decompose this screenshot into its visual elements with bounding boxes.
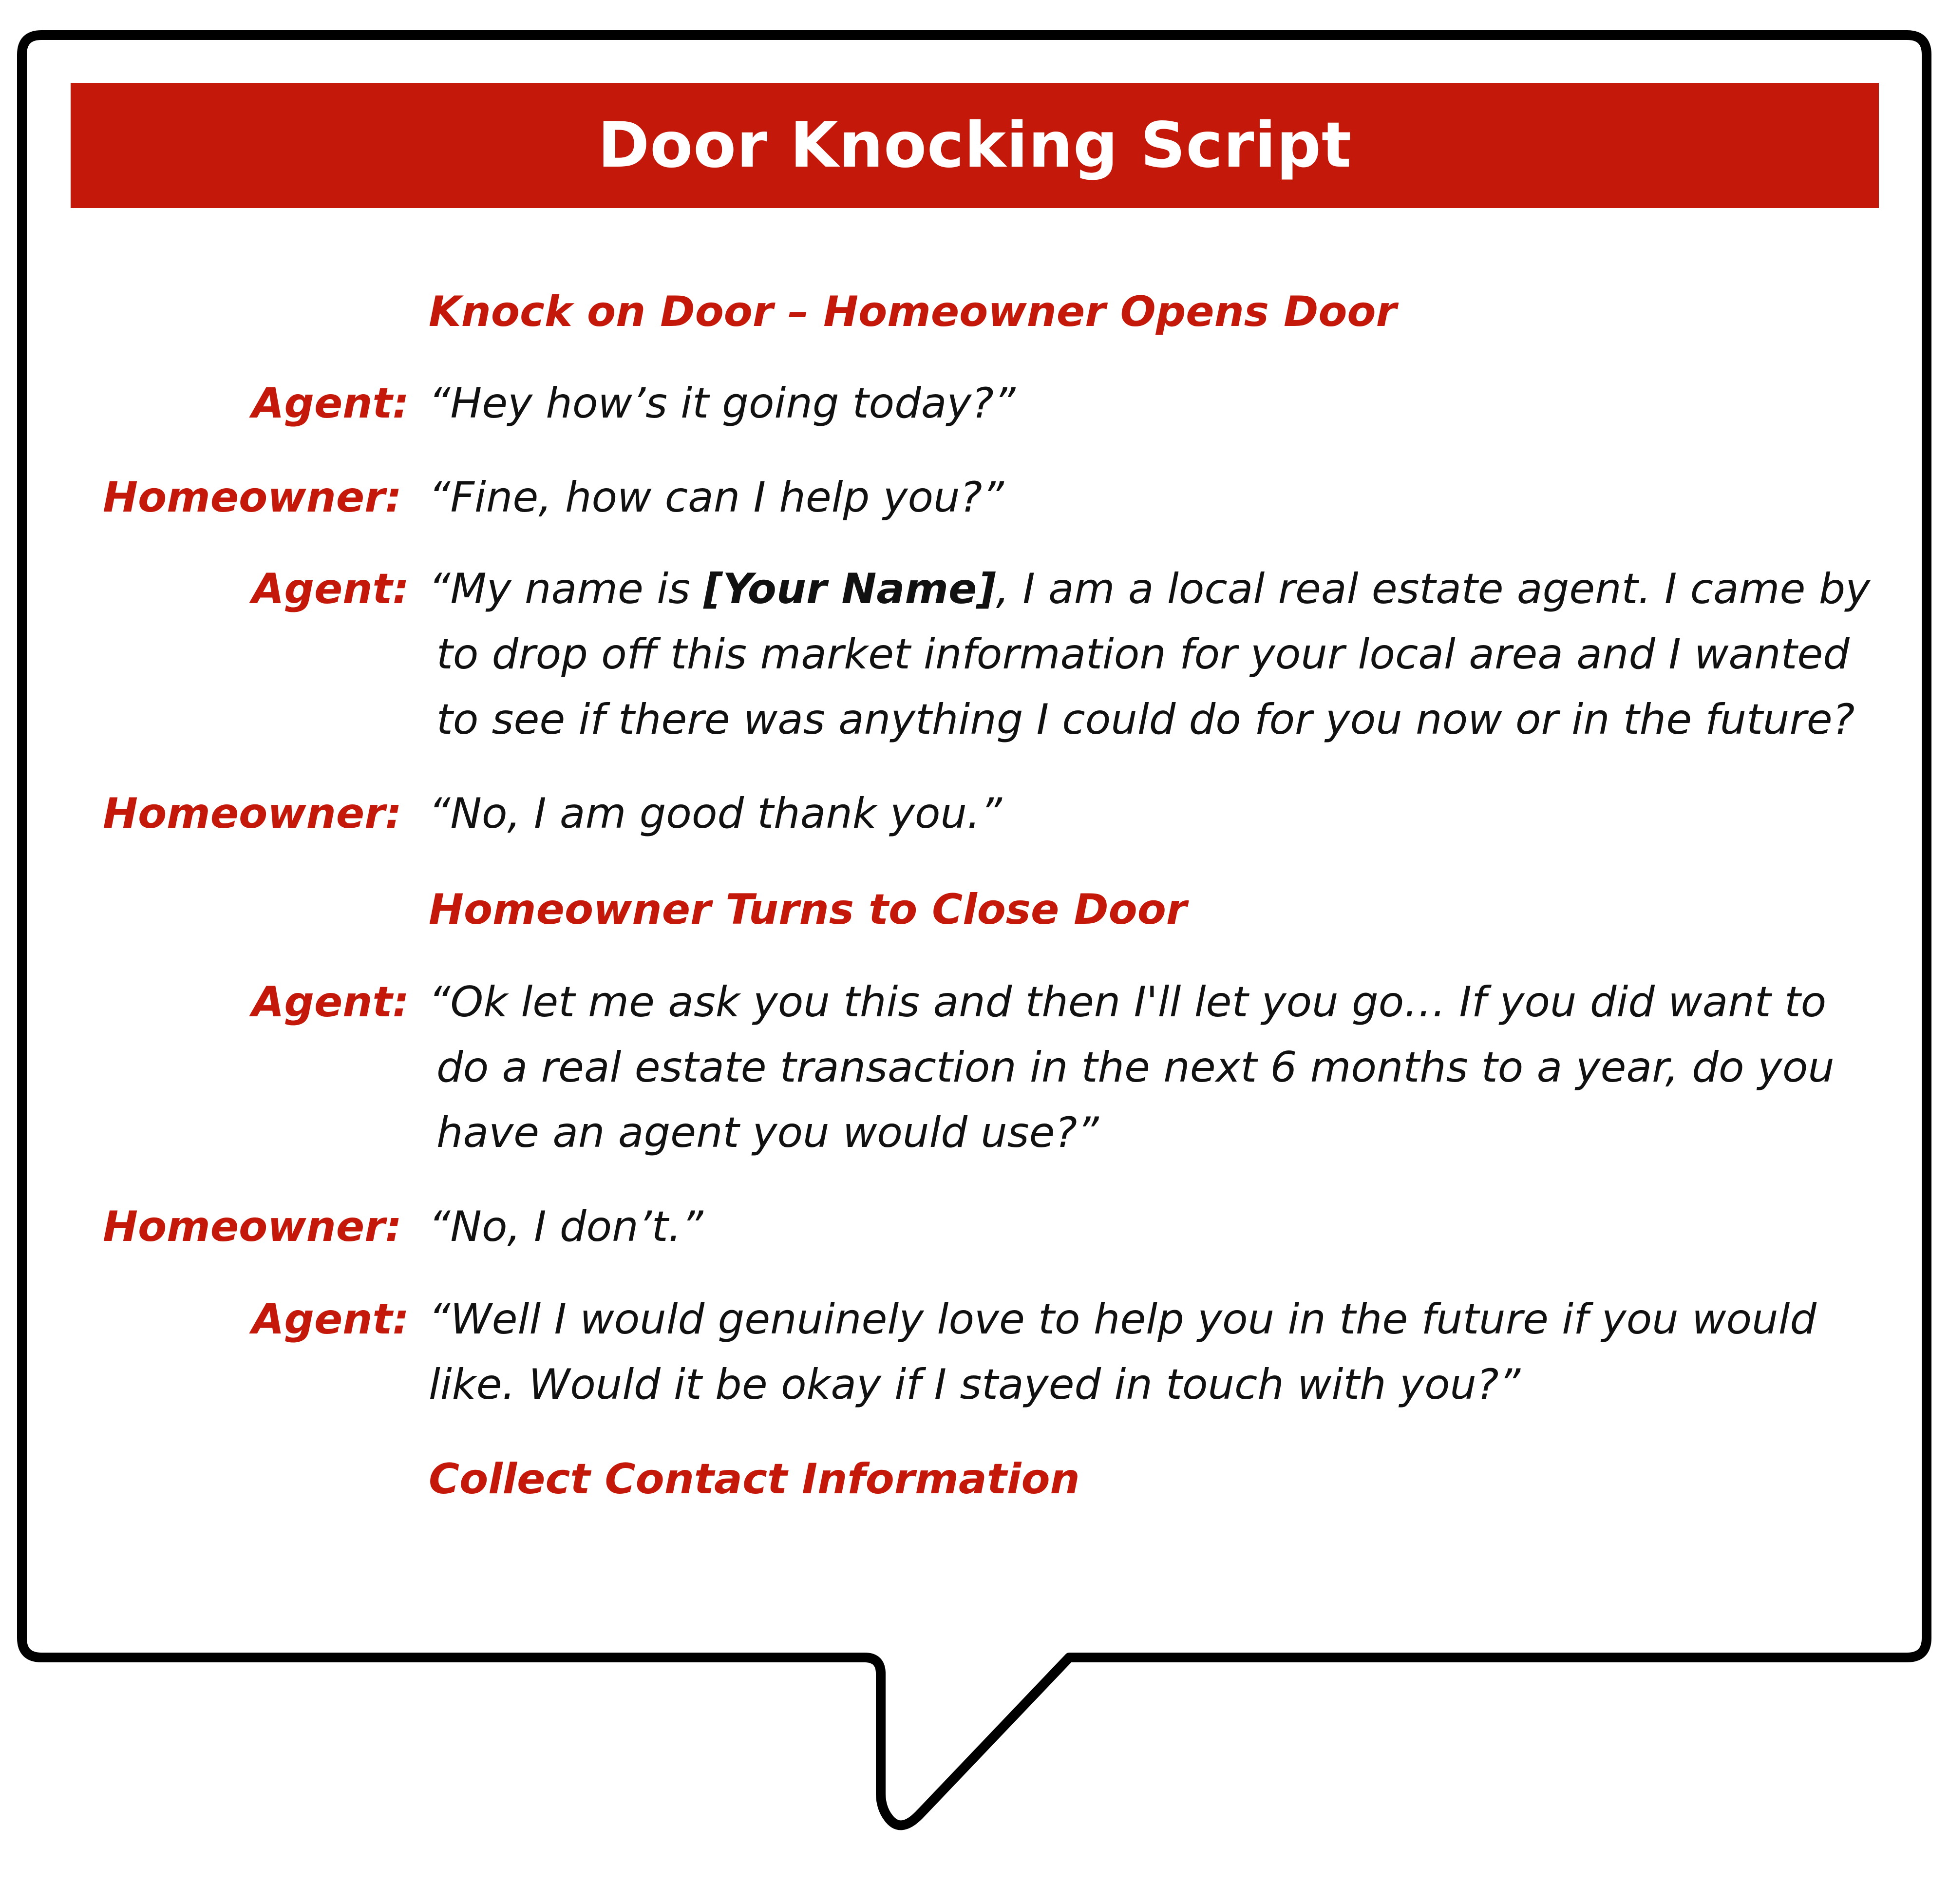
speaker-label-homeowner: Homeowner: <box>103 473 402 522</box>
stage-direction-close-door: Homeowner Turns to Close Door <box>429 885 1187 934</box>
dialogue-line: “Ok let me ask you this and then I'll let you go… If you did want to <box>429 978 1827 1027</box>
dialogue-line: “Fine, how can I help you?” <box>429 473 1004 522</box>
dialogue-line <box>429 565 1871 613</box>
name-placeholder: [Your Name] <box>703 565 996 613</box>
dialogue-line: to drop off this market information for your local area and I wanted <box>436 630 1850 679</box>
speaker-label-homeowner: Homeowner: <box>103 789 402 838</box>
title-banner <box>71 83 1879 208</box>
dialogue-line: “No, I don’t.” <box>429 1202 703 1251</box>
dialogue-line: to see if there was anything I could do for you now or in the future? <box>436 695 1855 744</box>
speaker-label-homeowner: Homeowner: <box>103 1202 402 1251</box>
speaker-label-agent: Agent: <box>251 978 409 1027</box>
dialogue-line: like. Would it be okay if I stayed in touch with you?” <box>429 1360 1521 1409</box>
dialogue-line: have an agent you would use?” <box>436 1108 1099 1157</box>
dialogue-line: “No, I am good thank you.” <box>429 789 1002 838</box>
dialogue-segment: , I am a local real estate agent. I came by <box>996 565 1871 613</box>
dialogue-segment: “My name is <box>429 565 704 613</box>
dialogue-line: “Hey how’s it going today?” <box>429 379 1016 428</box>
dialogue-line: “Well I would genuinely love to help you in the future if you would <box>429 1295 1817 1344</box>
stage-direction-knock: Knock on Door – Homeowner Opens Door <box>429 287 1397 336</box>
stage-direction-collect-contact: Collect Contact Information <box>429 1455 1080 1504</box>
speaker-label-agent: Agent: <box>251 565 409 613</box>
page-title: Door Knocking Script <box>597 109 1352 182</box>
speaker-label-agent: Agent: <box>251 379 409 428</box>
dialogue-line: do a real estate transaction in the next 6 months to a year, do you <box>436 1043 1835 1092</box>
speaker-label-agent: Agent: <box>251 1295 409 1344</box>
